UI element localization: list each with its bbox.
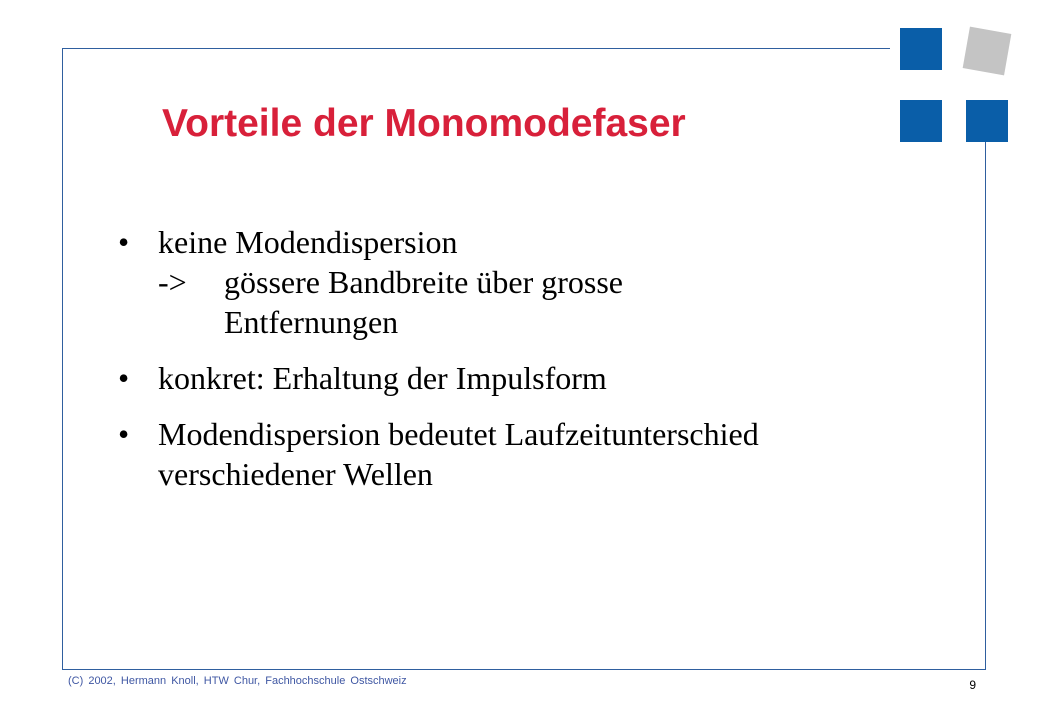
bullet-text: konkret: Erhaltung der Impulsform xyxy=(158,360,607,396)
logo-square-blue-top-left xyxy=(900,28,942,70)
slide-title: Vorteile der Monomodefaser xyxy=(162,102,686,145)
bullet-text: keine Modendispersion xyxy=(158,224,458,260)
bullet-item-1 xyxy=(118,222,938,342)
footer-copyright: (C) 2002, Hermann Knoll, HTW Chur, Fachhochschule Ostschweiz xyxy=(68,675,407,687)
logo-square-blue-bottom-left xyxy=(900,100,942,142)
bullet-item-3 xyxy=(118,414,938,494)
bullet-item-2 xyxy=(118,358,938,398)
bullet-text-line: verschiedener Wellen xyxy=(158,456,433,492)
sub-point-line: Entfernungen xyxy=(224,304,399,340)
logo-square-blue-bottom-right xyxy=(966,100,1008,142)
arrow-marker: -> xyxy=(158,264,187,300)
sub-point-line: gössere Bandbreite über grosse xyxy=(224,264,623,300)
logo-square-gray-tilted xyxy=(963,27,1012,76)
page-number: 9 xyxy=(969,678,976,692)
bullet-list xyxy=(118,222,938,510)
bullet-dot: • xyxy=(118,416,130,452)
bullet-dot: • xyxy=(118,360,130,396)
bullet-text-line: Modendispersion bedeutet Laufzeitunterschied xyxy=(158,416,759,452)
sub-point xyxy=(158,262,938,342)
bullet-dot: • xyxy=(118,224,130,260)
